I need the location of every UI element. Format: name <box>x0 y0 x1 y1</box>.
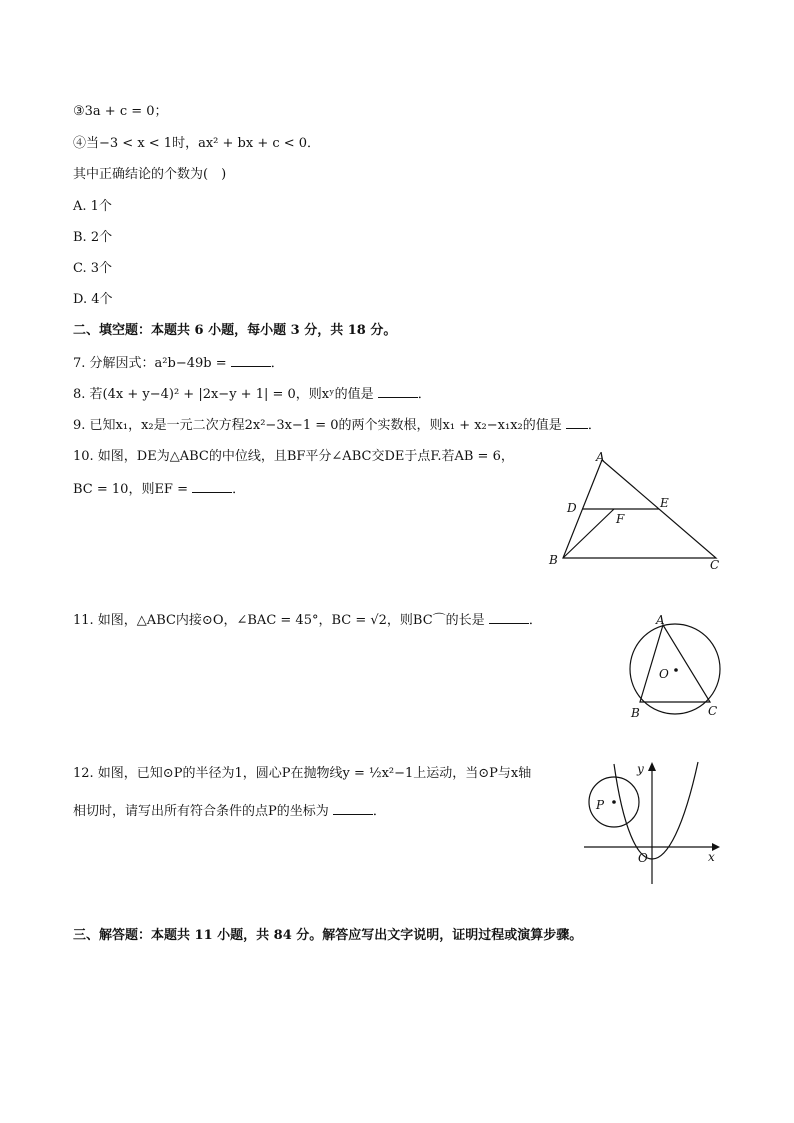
label-y: y <box>637 762 644 776</box>
question-9-text: 9. 已知x₁，x₂是一元二次方程2x²−3x−1 = 0的两个实数根，则x₁ + x₂−x₁x₂的值是 <box>73 418 562 433</box>
question-7: 7. 分解因式：a²b−49b = ． <box>73 356 284 371</box>
question-10-line1: 10. 如图，DE为△ABC的中位线，且BF平分∠ABC交DE于点F.若AB = 6， <box>73 449 514 464</box>
question-10-text: BC = 10，则EF = <box>73 482 188 497</box>
question-11-text: 11. 如图，△ABC内接⊙O，∠BAC = 45°，BC = √2，则BC⌒的长是 <box>73 613 485 628</box>
question-9: 9. 已知x₁，x₂是一元二次方程2x²−3x−1 = 0的两个实数根，则x₁ + x₂−x₁x₂的值是 ． <box>73 418 601 433</box>
answer-blank <box>489 611 529 624</box>
question-12-line1: 12. 如图，已知⊙P的半径为1，圆心P在抛物线y = ½x²−1上运动，当⊙P与x轴 <box>73 766 532 781</box>
triangle-figure-q10 <box>540 445 730 575</box>
answer-blank <box>333 802 373 815</box>
label-B: B <box>631 706 640 720</box>
question-11: 11. 如图，△ABC内接⊙O，∠BAC = 45°，BC = √2，则BC⌒的长是 ． <box>73 613 542 628</box>
label-A: A <box>596 450 605 464</box>
answer-blank <box>192 480 232 493</box>
label-D: D <box>567 501 577 515</box>
label-O: O <box>638 851 648 865</box>
label-O: O <box>659 667 669 681</box>
label-x: x <box>708 850 715 864</box>
question-7-text: 7. 分解因式：a²b−49b = <box>73 356 227 371</box>
label-E: E <box>660 496 669 510</box>
label-P: P <box>596 798 605 812</box>
section-2-heading: 二、填空题：本题共 6 小题，每小题 3 分，共 18 分。 <box>73 323 397 338</box>
question-12-line2: 相切时，请写出所有符合条件的点P的坐标为 ． <box>73 804 386 819</box>
option-c: C. 3个 <box>73 261 113 276</box>
section-3-heading: 三、解答题：本题共 11 小题，共 84 分。解答应写出文字说明，证明过程或演算步骤。 <box>73 928 583 943</box>
label-F: F <box>616 512 625 526</box>
statement-4: ④当−3 < x < 1时，ax² + bx + c < 0． <box>73 136 321 151</box>
question-stem: 其中正确结论的个数为( ) <box>73 167 227 182</box>
option-d: D. 4个 <box>73 292 113 307</box>
option-a: A. 1个 <box>73 199 112 214</box>
statement-3: ③3a + c = 0； <box>73 104 168 119</box>
label-B: B <box>549 553 558 567</box>
label-A: A <box>656 613 665 627</box>
answer-blank <box>566 416 588 429</box>
option-b: B. 2个 <box>73 230 113 245</box>
question-8: 8. 若(4x + y−4)² + |2x−y + 1| = 0，则xʸ的值是 ． <box>73 387 431 402</box>
circle-figure-q11 <box>620 612 730 722</box>
label-C: C <box>710 558 720 572</box>
answer-blank <box>378 385 418 398</box>
question-8-text: 8. 若(4x + y−4)² + |2x−y + 1| = 0，则xʸ的值是 <box>73 387 374 402</box>
question-12-text: 相切时，请写出所有符合条件的点P的坐标为 <box>73 804 329 819</box>
label-C: C <box>708 704 718 718</box>
parabola-figure-q12 <box>580 756 730 891</box>
answer-blank <box>231 354 271 367</box>
question-10-line2: BC = 10，则EF = ． <box>73 482 246 497</box>
